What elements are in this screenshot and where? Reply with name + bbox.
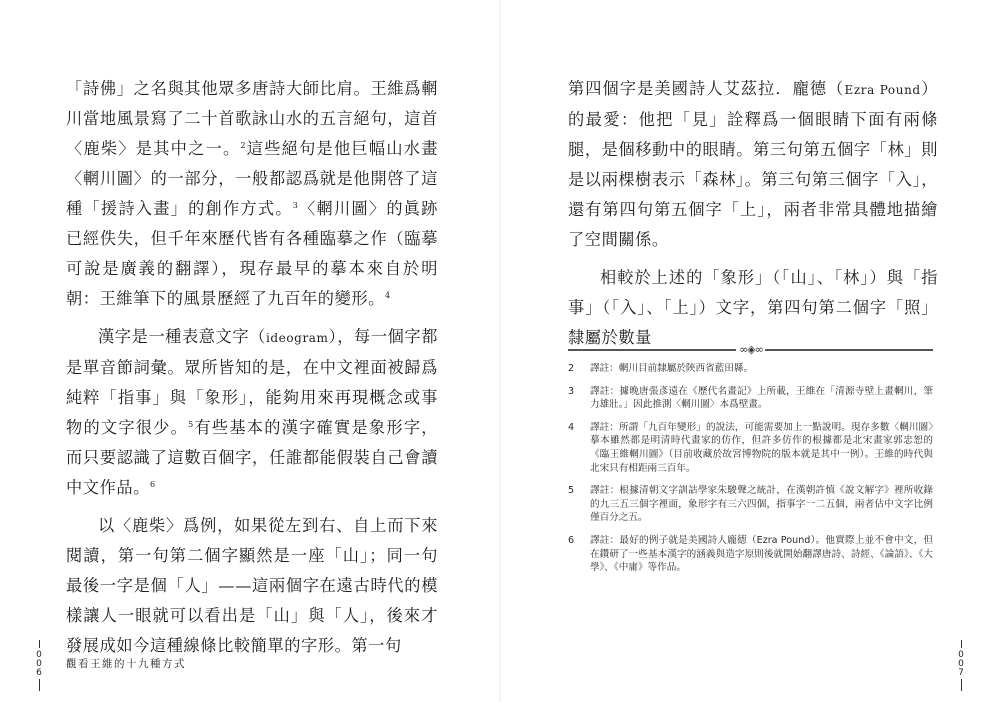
footnote-ref-6[interactable]: 6 — [149, 480, 156, 489]
left-paragraph-1: 「詩佛」之名與其他眾多唐詩大師比肩。王維爲輞川當地風景寫了二十首歌詠山水的五言絕句，這首〈鹿柴〉是其中之一。$^2$這些絕句是他巨幅山水畫〈輞川圖〉的一部分，一般都認爲就是他開啓了這種「援詩入畫」的創作方式。$^3$〈輞川圖〉的眞跡已經佚失，但千年來歷代皆有各種臨摹之作（臨摹可說是廣義的翻譯），現存最早的摹本來自於明朝：王維筆下的風景歷經了九百年的變形。$^4$ — [66, 79, 438, 308]
footnote — [568, 362, 933, 376]
folio-rule-top — [39, 640, 40, 648]
left-paragraph-3: 以〈鹿柴〉爲例，如果從左到右、自上而下來閱讀，第一句第二個字顯然是一座「山」；同一句最後一字是個「人」——這兩個字在遠古時代的模樣讓人一眼就可以看出是「山」與「人」，後來才發展成如今這種線條比較簡單的字形。第一句 — [66, 516, 438, 655]
running-head: 觀看王維的十九種方式 — [66, 658, 186, 670]
footnote-number: 2 — [568, 363, 575, 374]
left-paragraph-2: 漢字是一種表意文字（ideogram），每一個字都是單音節詞彙。眾所皆知的是，在中文裡面被歸爲純粹「指事」與「象形」，能夠用來再現概念或事物的文字很少。$^5$有些基本的漢字確實是象形字，而只要認識了這數百個字，任誰都能假裝自己會讀中文作品。$^6$ — [66, 327, 439, 497]
footnote-number: 3 — [568, 385, 575, 397]
left-body-text — [66, 74, 438, 661]
divider-line-left — [568, 349, 736, 351]
footnote-ref-3[interactable]: 3 — [292, 201, 299, 210]
folio-rule-bottom — [961, 679, 962, 691]
footnote — [568, 385, 933, 412]
folio-rule-top — [961, 640, 962, 648]
footnote-ref-5[interactable]: 5 — [188, 420, 194, 429]
footnote-text: 譯註：最好的例子就是美國詩人龐德（Ezra Pound）。他實際上並不會中文，但在鑽研了一些基本漢字的涵義與造字原則後就開始翻譯唐詩、詩經、《論語》、《大學》、《中庸》等作品。 — [590, 534, 933, 574]
footnote-ref-4[interactable]: 4 — [384, 291, 391, 300]
footnote-ref-2[interactable]: 2 — [240, 141, 247, 150]
footnote-number: 5 — [568, 485, 575, 497]
page-number-right: 007 — [956, 650, 966, 677]
right-paragraph-2: 相較於上述的「象形」（「山」、「林」）與「指事」（「入」、「上」）文字，第四句第二個字「照」隸屬於數量 — [568, 268, 938, 347]
footnote-number: 4 — [568, 421, 575, 433]
right-page — [500, 0, 1000, 702]
footnote — [568, 421, 933, 475]
footnote-divider — [568, 344, 933, 356]
right-paragraph-1: 第四個字是美國詩人艾茲拉．龐德（Ezra Pound）的最愛：他把「見」詮釋爲一個眼睛下面有兩條腿，是個移動中的眼睛。第三句第五個字「林」則是以兩棵樹表示「森林」。第三句第三個字「入」，還有第四句第五個字「上」，兩者非常具體地描繪了空間關係。 — [568, 79, 938, 249]
footnote-text: 譯註：輞川目前隸屬於陝西省藍田縣。 — [590, 363, 754, 374]
divider-line-right — [765, 349, 933, 351]
footnote-text: 譯註：根據清朝文字訓詁學家朱駿聲之統計，在漢朝許慎《說文解字》裡所收錄的九三五三個字裡面，象形字有三六四個，指事字一二五個，兩者佔中文字比例僅百分之五。 — [590, 485, 933, 524]
right-body-text — [568, 74, 938, 353]
ornament-icon: ∞◈∞ — [739, 343, 763, 356]
footnote-text: 譯註：據晚唐張彥遠在《歷代名畫記》上所載，王維在「清源寺壁上畫輞川，筆力雄壯。」因此推測〈輞川圖〉本爲壁畫。 — [590, 385, 933, 411]
page-number-left: 006 — [34, 650, 44, 677]
left-folio — [33, 640, 45, 691]
footnote — [568, 484, 933, 525]
footnote — [568, 534, 933, 575]
right-folio — [955, 640, 967, 691]
footnotes — [568, 362, 933, 584]
folio-rule-bottom — [39, 679, 40, 691]
footnote-number: 6 — [568, 534, 575, 546]
footnote-text: 譯註：所謂「九百年變形」的說法，可能需要加上一點說明。現存多數〈輞川圖〉摹本雖然都是明清時代畫家的仿作，但許多仿作的根據都是北宋畫家郭忠恕的《臨王維輞川圖》（目前收藏於故宮博物院的版本就是其中一例）。王維的時代與北宋只有相距兩三百年。 — [590, 421, 933, 474]
